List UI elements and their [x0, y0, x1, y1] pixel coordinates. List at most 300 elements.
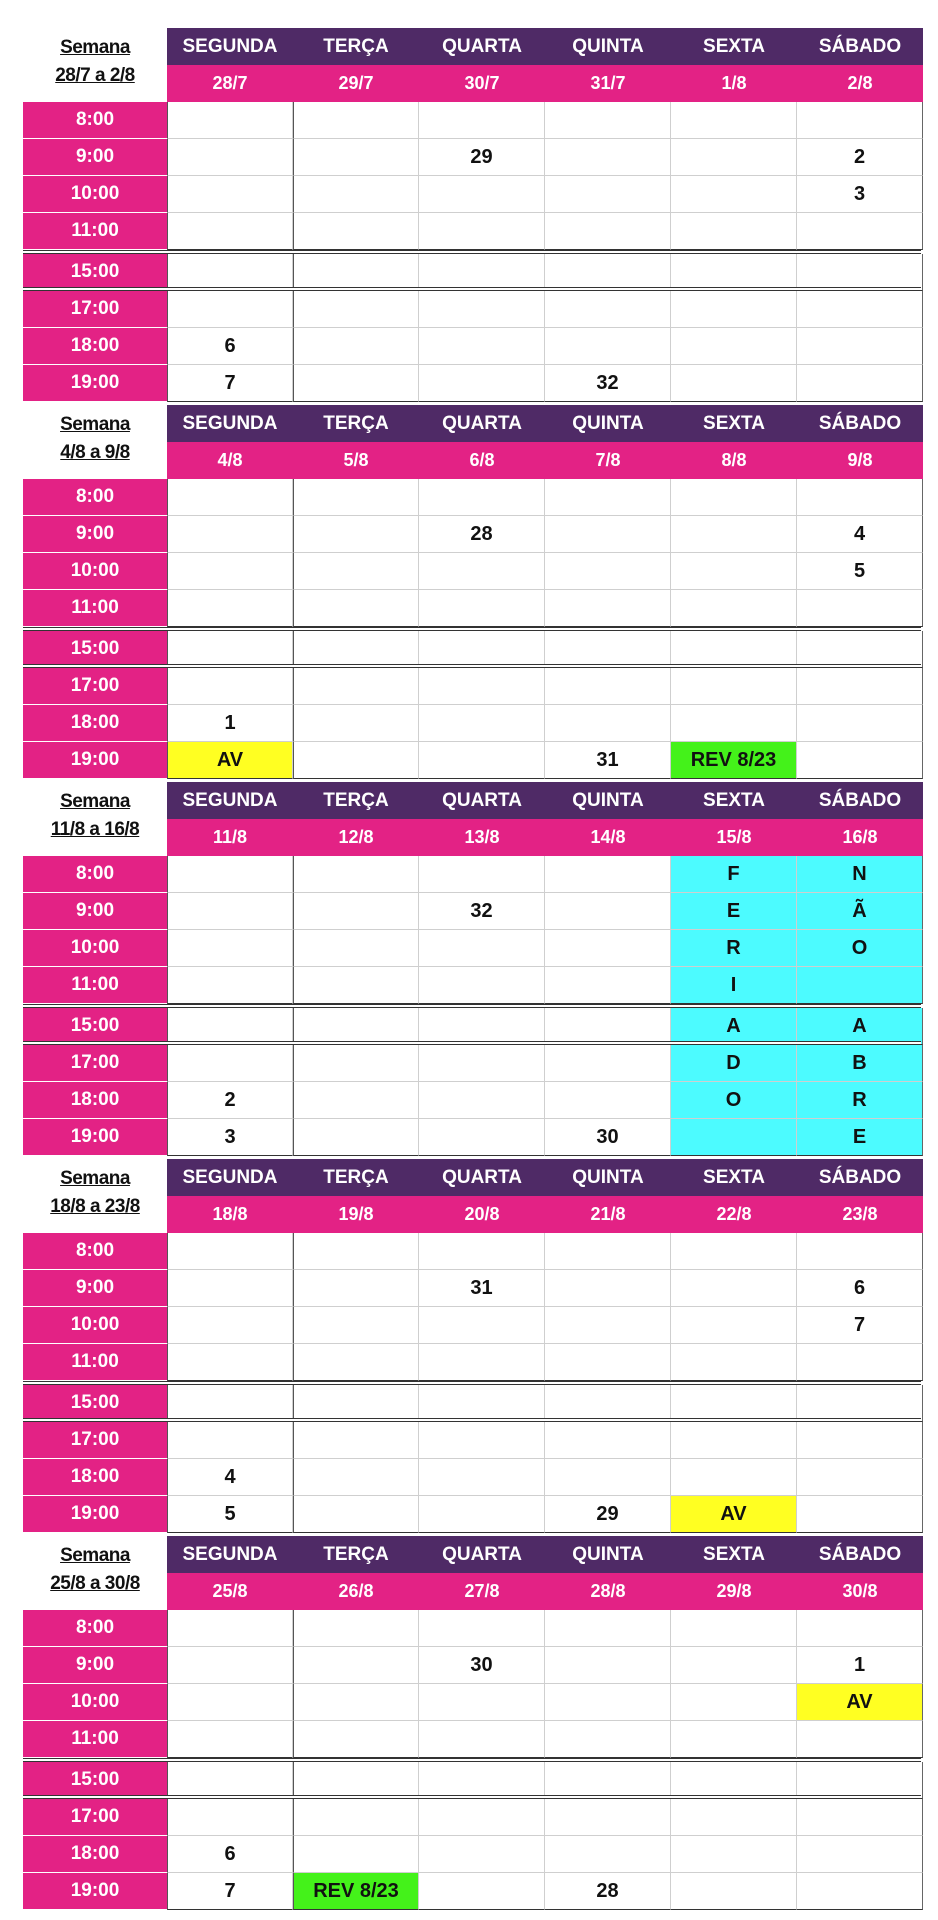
- week-label-title: Semana: [60, 37, 130, 58]
- row-divider: [23, 250, 921, 254]
- schedule-cell: [671, 1762, 797, 1799]
- schedule-cell: [545, 479, 671, 516]
- date-header: 20/8: [419, 1196, 545, 1233]
- week-block: [23, 405, 921, 779]
- time-row: [23, 1233, 923, 1270]
- time-label: 18:00: [23, 1082, 167, 1119]
- schedule-cell: [293, 102, 419, 139]
- time-label: 15:00: [23, 254, 167, 291]
- schedule-cell: [167, 1721, 293, 1758]
- time-row: [23, 176, 923, 213]
- schedule-cell: 32: [419, 893, 545, 930]
- schedule-cell: [545, 1799, 671, 1836]
- time-label: 11:00: [23, 967, 167, 1004]
- schedule-cell: [671, 1610, 797, 1647]
- schedule-cell: [167, 1799, 293, 1836]
- time-row: [23, 856, 923, 893]
- schedule-cell: [797, 213, 923, 250]
- date-header: 14/8: [545, 819, 671, 856]
- schedule-cell: [545, 631, 671, 668]
- schedule-cell: [419, 328, 545, 365]
- schedule-cell: [293, 1270, 419, 1307]
- time-row: [23, 631, 923, 668]
- schedule-cell: [167, 176, 293, 213]
- time-row: [23, 1647, 923, 1684]
- schedule-cell: AV: [797, 1684, 923, 1721]
- schedule-cell: [293, 553, 419, 590]
- schedule-cell: AV: [671, 1496, 797, 1533]
- time-label: 8:00: [23, 856, 167, 893]
- schedule-cell: 5: [167, 1496, 293, 1533]
- schedule-cell: [545, 930, 671, 967]
- date-header: 6/8: [419, 442, 545, 479]
- schedule-cell: [545, 328, 671, 365]
- schedule-cell: 29: [545, 1496, 671, 1533]
- day-header-row: [167, 405, 923, 442]
- schedule-cell: 1: [797, 1647, 923, 1684]
- week-label: [23, 405, 167, 479]
- schedule-cell: [293, 1307, 419, 1344]
- schedule-cell: [419, 254, 545, 291]
- schedule-cell: [797, 365, 923, 402]
- date-header: 7/8: [545, 442, 671, 479]
- schedule-cell: [167, 254, 293, 291]
- schedule-cell: [419, 1119, 545, 1156]
- schedule-cell: [167, 139, 293, 176]
- schedule-cell: E: [797, 1119, 923, 1156]
- week-label-range: 4/8 a 9/8: [60, 442, 130, 463]
- schedule-cell: 28: [419, 516, 545, 553]
- schedule-cell: [671, 1270, 797, 1307]
- time-label: 9:00: [23, 893, 167, 930]
- schedule-cell: [419, 553, 545, 590]
- date-header: 30/8: [797, 1573, 923, 1610]
- time-row: [23, 1836, 923, 1873]
- week-block: [23, 1159, 921, 1533]
- date-header-row: [167, 819, 923, 856]
- schedule-cell: 3: [167, 1119, 293, 1156]
- day-header: SEGUNDA: [167, 405, 293, 442]
- week-label: [23, 1536, 167, 1610]
- schedule-cell: [419, 1307, 545, 1344]
- schedule-cell: [671, 1684, 797, 1721]
- time-row: [23, 1082, 923, 1119]
- schedule-cell: [671, 139, 797, 176]
- schedule-cell: [545, 1233, 671, 1270]
- time-row: [23, 1496, 923, 1533]
- schedule-cell: I: [671, 967, 797, 1004]
- time-label: 17:00: [23, 1799, 167, 1836]
- week-label-range: 18/8 a 23/8: [50, 1196, 140, 1217]
- schedule-cell: [797, 1836, 923, 1873]
- week-label-title: Semana: [60, 791, 130, 812]
- schedule-cell: [293, 1799, 419, 1836]
- time-row: [23, 967, 923, 1004]
- time-label: 15:00: [23, 1008, 167, 1045]
- week-label: [23, 28, 167, 102]
- schedule-cell: [671, 1873, 797, 1910]
- date-header: 21/8: [545, 1196, 671, 1233]
- time-row: [23, 1344, 923, 1381]
- schedule-cell: [545, 893, 671, 930]
- schedule-cell: [545, 553, 671, 590]
- schedule-cell: [167, 479, 293, 516]
- schedule-cell: [671, 1721, 797, 1758]
- schedule-cell: [293, 742, 419, 779]
- schedule-cell: [293, 1008, 419, 1045]
- schedule-cell: [293, 365, 419, 402]
- time-row: [23, 1873, 923, 1910]
- schedule-cell: [545, 705, 671, 742]
- day-header-row: [167, 1536, 923, 1573]
- time-label: 17:00: [23, 1422, 167, 1459]
- row-divider: [23, 1795, 921, 1799]
- schedule-cell: 4: [167, 1459, 293, 1496]
- day-header: QUARTA: [419, 28, 545, 65]
- schedule-cell: [419, 1762, 545, 1799]
- schedule-cell: [797, 590, 923, 627]
- schedule-cell: B: [797, 1045, 923, 1082]
- schedule-cell: [167, 1008, 293, 1045]
- schedule-cell: [545, 1647, 671, 1684]
- schedule-cell: [293, 291, 419, 328]
- schedule-cell: A: [797, 1008, 923, 1045]
- schedule-cell: [797, 1873, 923, 1910]
- schedule-cell: [293, 856, 419, 893]
- week-label: [23, 782, 167, 856]
- day-header: TERÇA: [293, 1536, 419, 1573]
- schedule-cell: [293, 967, 419, 1004]
- schedule-cell: [419, 1008, 545, 1045]
- date-header: 29/7: [293, 65, 419, 102]
- row-divider: [23, 1004, 921, 1008]
- schedule-cell: [293, 1610, 419, 1647]
- schedule-cell: [167, 668, 293, 705]
- time-label: 11:00: [23, 213, 167, 250]
- schedule-cell: [167, 1610, 293, 1647]
- schedule-cell: [293, 1647, 419, 1684]
- time-row: [23, 1385, 923, 1422]
- day-header: TERÇA: [293, 405, 419, 442]
- schedule-cell: [545, 590, 671, 627]
- schedule-cell: [293, 1762, 419, 1799]
- schedule-cell: [293, 1082, 419, 1119]
- time-row: [23, 328, 923, 365]
- schedule-cell: [293, 176, 419, 213]
- day-header: QUARTA: [419, 782, 545, 819]
- time-label: 10:00: [23, 930, 167, 967]
- week-label-range: 28/7 a 2/8: [55, 65, 135, 86]
- schedule-cell: [671, 668, 797, 705]
- time-label: 11:00: [23, 1721, 167, 1758]
- day-header: SÁBADO: [797, 1536, 923, 1573]
- schedule-cell: [293, 631, 419, 668]
- schedule-cell: [797, 705, 923, 742]
- schedule-cell: [419, 1496, 545, 1533]
- schedule-cell: 2: [167, 1082, 293, 1119]
- schedule-cell: [167, 553, 293, 590]
- schedule-cell: [797, 1422, 923, 1459]
- schedule-cell: [797, 254, 923, 291]
- week-label-title: Semana: [60, 1168, 130, 1189]
- schedule-cell: [419, 590, 545, 627]
- schedule-cell: R: [797, 1082, 923, 1119]
- day-header: SEGUNDA: [167, 1159, 293, 1196]
- schedule-cell: 7: [797, 1307, 923, 1344]
- row-divider: [23, 1418, 921, 1422]
- time-label: 17:00: [23, 668, 167, 705]
- schedule-cell: 28: [545, 1873, 671, 1910]
- schedule-cell: [419, 705, 545, 742]
- schedule-cell: [671, 479, 797, 516]
- time-row: [23, 590, 923, 627]
- schedule-cell: [671, 516, 797, 553]
- time-label: 17:00: [23, 291, 167, 328]
- schedule-cell: [419, 1873, 545, 1910]
- schedule-cell: 29: [419, 139, 545, 176]
- schedule-cell: [671, 1647, 797, 1684]
- day-header: SEGUNDA: [167, 782, 293, 819]
- date-header: 11/8: [167, 819, 293, 856]
- time-row: [23, 254, 923, 291]
- row-divider: [23, 627, 921, 631]
- schedule-cell: 6: [797, 1270, 923, 1307]
- schedule-cell: [167, 1385, 293, 1422]
- schedule-cell: [797, 1610, 923, 1647]
- schedule-cell: [167, 893, 293, 930]
- day-header: SEGUNDA: [167, 28, 293, 65]
- schedule-cell: [545, 1684, 671, 1721]
- schedule-cell: [797, 631, 923, 668]
- date-header-row: [167, 1573, 923, 1610]
- schedule-cell: [671, 1344, 797, 1381]
- schedule-cell: [293, 1233, 419, 1270]
- time-label: 8:00: [23, 1610, 167, 1647]
- day-header: QUINTA: [545, 405, 671, 442]
- schedule-cell: N: [797, 856, 923, 893]
- schedule-cell: [419, 176, 545, 213]
- time-label: 19:00: [23, 1119, 167, 1156]
- schedule-cell: [545, 1762, 671, 1799]
- schedule-cell: [167, 631, 293, 668]
- schedule-cell: [419, 1082, 545, 1119]
- schedule-cell: [671, 1799, 797, 1836]
- day-header: TERÇA: [293, 1159, 419, 1196]
- time-row: [23, 1459, 923, 1496]
- time-row: [23, 516, 923, 553]
- time-row: [23, 1422, 923, 1459]
- date-header: 27/8: [419, 1573, 545, 1610]
- schedule-cell: [545, 213, 671, 250]
- schedule-cell: 5: [797, 553, 923, 590]
- schedule-cell: AV: [167, 742, 293, 779]
- schedule-cell: 7: [167, 365, 293, 402]
- time-label: 18:00: [23, 1836, 167, 1873]
- schedule-cell: 1: [167, 705, 293, 742]
- day-header: SÁBADO: [797, 28, 923, 65]
- schedule-cell: [797, 1762, 923, 1799]
- schedule-cell: 30: [419, 1647, 545, 1684]
- time-row: [23, 1721, 923, 1758]
- schedule-cell: [671, 254, 797, 291]
- row-divider: [23, 1758, 921, 1762]
- day-header: SÁBADO: [797, 782, 923, 819]
- day-header: SEXTA: [671, 405, 797, 442]
- schedule-cell: [671, 631, 797, 668]
- schedule-cell: [293, 1496, 419, 1533]
- schedule-cell: [797, 1496, 923, 1533]
- week-block: [23, 28, 921, 402]
- schedule-cell: [797, 1233, 923, 1270]
- schedule-cell: [419, 1459, 545, 1496]
- week-block: [23, 1536, 921, 1910]
- time-label: 19:00: [23, 365, 167, 402]
- schedule-cell: [167, 1762, 293, 1799]
- schedule-cell: [545, 254, 671, 291]
- schedule-cell: [293, 1422, 419, 1459]
- schedule-cell: [419, 1836, 545, 1873]
- schedule-cell: [797, 479, 923, 516]
- time-label: 15:00: [23, 1762, 167, 1799]
- date-header: 30/7: [419, 65, 545, 102]
- time-row: [23, 1307, 923, 1344]
- schedule-cell: [419, 1610, 545, 1647]
- time-label: 8:00: [23, 479, 167, 516]
- day-header: SEXTA: [671, 1536, 797, 1573]
- schedule-cell: [419, 1422, 545, 1459]
- schedule-cell: [293, 705, 419, 742]
- date-header: 5/8: [293, 442, 419, 479]
- date-header: 13/8: [419, 819, 545, 856]
- date-header: 2/8: [797, 65, 923, 102]
- schedule-cell: [419, 1684, 545, 1721]
- day-header: QUINTA: [545, 782, 671, 819]
- time-label: 11:00: [23, 1344, 167, 1381]
- schedule-cell: 3: [797, 176, 923, 213]
- time-label: 10:00: [23, 1307, 167, 1344]
- schedule-cell: [797, 1721, 923, 1758]
- schedule-cell: 30: [545, 1119, 671, 1156]
- schedule-cell: R: [671, 930, 797, 967]
- time-row: [23, 668, 923, 705]
- schedule-cell: [545, 139, 671, 176]
- time-label: 18:00: [23, 328, 167, 365]
- time-label: 18:00: [23, 705, 167, 742]
- schedule-cell: [293, 1385, 419, 1422]
- schedule-cell: [545, 176, 671, 213]
- schedule-cell: [167, 516, 293, 553]
- schedule-cell: [671, 1385, 797, 1422]
- time-row: [23, 102, 923, 139]
- schedule-cell: [671, 365, 797, 402]
- day-header: TERÇA: [293, 782, 419, 819]
- schedule-cell: [419, 479, 545, 516]
- time-row: [23, 365, 923, 402]
- time-row: [23, 742, 923, 779]
- date-header: 8/8: [671, 442, 797, 479]
- date-header: 9/8: [797, 442, 923, 479]
- schedule-cell: [293, 893, 419, 930]
- schedule-cell: [545, 102, 671, 139]
- time-row: [23, 1762, 923, 1799]
- schedule-cell: [419, 1344, 545, 1381]
- date-header-row: [167, 442, 923, 479]
- schedule-cell: [293, 516, 419, 553]
- schedule-cell: [545, 1307, 671, 1344]
- time-label: 19:00: [23, 1496, 167, 1533]
- schedule-cell: [545, 1721, 671, 1758]
- schedule-cell: [797, 328, 923, 365]
- schedule-cell: [671, 1233, 797, 1270]
- date-header: 28/8: [545, 1573, 671, 1610]
- time-row: [23, 705, 923, 742]
- schedule-cell: [419, 213, 545, 250]
- schedule-cell: [167, 1307, 293, 1344]
- schedule-cell: 6: [167, 1836, 293, 1873]
- schedule-cell: [293, 1721, 419, 1758]
- time-label: 19:00: [23, 1873, 167, 1910]
- schedule-cell: [545, 1082, 671, 1119]
- day-header: SÁBADO: [797, 1159, 923, 1196]
- schedule-cell: [167, 1422, 293, 1459]
- date-header: 23/8: [797, 1196, 923, 1233]
- schedule-cell: [797, 291, 923, 328]
- day-header-row: [167, 28, 923, 65]
- schedule-cell: [167, 291, 293, 328]
- date-header: 1/8: [671, 65, 797, 102]
- schedule-cell: A: [671, 1008, 797, 1045]
- time-label: 9:00: [23, 516, 167, 553]
- time-label: 15:00: [23, 631, 167, 668]
- schedule-cell: [545, 967, 671, 1004]
- date-header-row: [167, 65, 923, 102]
- row-divider: [23, 1381, 921, 1385]
- time-row: [23, 291, 923, 328]
- week-label-range: 25/8 a 30/8: [50, 1573, 140, 1594]
- schedule-cell: [797, 1385, 923, 1422]
- schedule-cell: [293, 668, 419, 705]
- schedule-cell: [167, 1684, 293, 1721]
- day-header: QUINTA: [545, 1159, 671, 1196]
- time-label: 15:00: [23, 1385, 167, 1422]
- schedule-cell: [293, 1119, 419, 1156]
- schedule-cell: [545, 1459, 671, 1496]
- time-row: [23, 930, 923, 967]
- schedule-cell: REV 8/23: [671, 742, 797, 779]
- time-row: [23, 1799, 923, 1836]
- time-label: 19:00: [23, 742, 167, 779]
- schedule-cell: [167, 1344, 293, 1381]
- time-row: [23, 1045, 923, 1082]
- schedule-cell: E: [671, 893, 797, 930]
- schedule-cell: [671, 1119, 797, 1156]
- schedule-cell: [419, 856, 545, 893]
- schedule-cell: [167, 1270, 293, 1307]
- schedule-cell: [419, 365, 545, 402]
- time-row: [23, 139, 923, 176]
- time-label: 8:00: [23, 1233, 167, 1270]
- schedule-cell: [419, 1799, 545, 1836]
- time-label: 17:00: [23, 1045, 167, 1082]
- time-label: 9:00: [23, 139, 167, 176]
- schedule-cell: [167, 1647, 293, 1684]
- time-row: [23, 1270, 923, 1307]
- schedule-cell: [671, 705, 797, 742]
- day-header: SEXTA: [671, 28, 797, 65]
- schedule-cell: [671, 1422, 797, 1459]
- schedule-cell: [419, 1385, 545, 1422]
- schedule-cell: [419, 742, 545, 779]
